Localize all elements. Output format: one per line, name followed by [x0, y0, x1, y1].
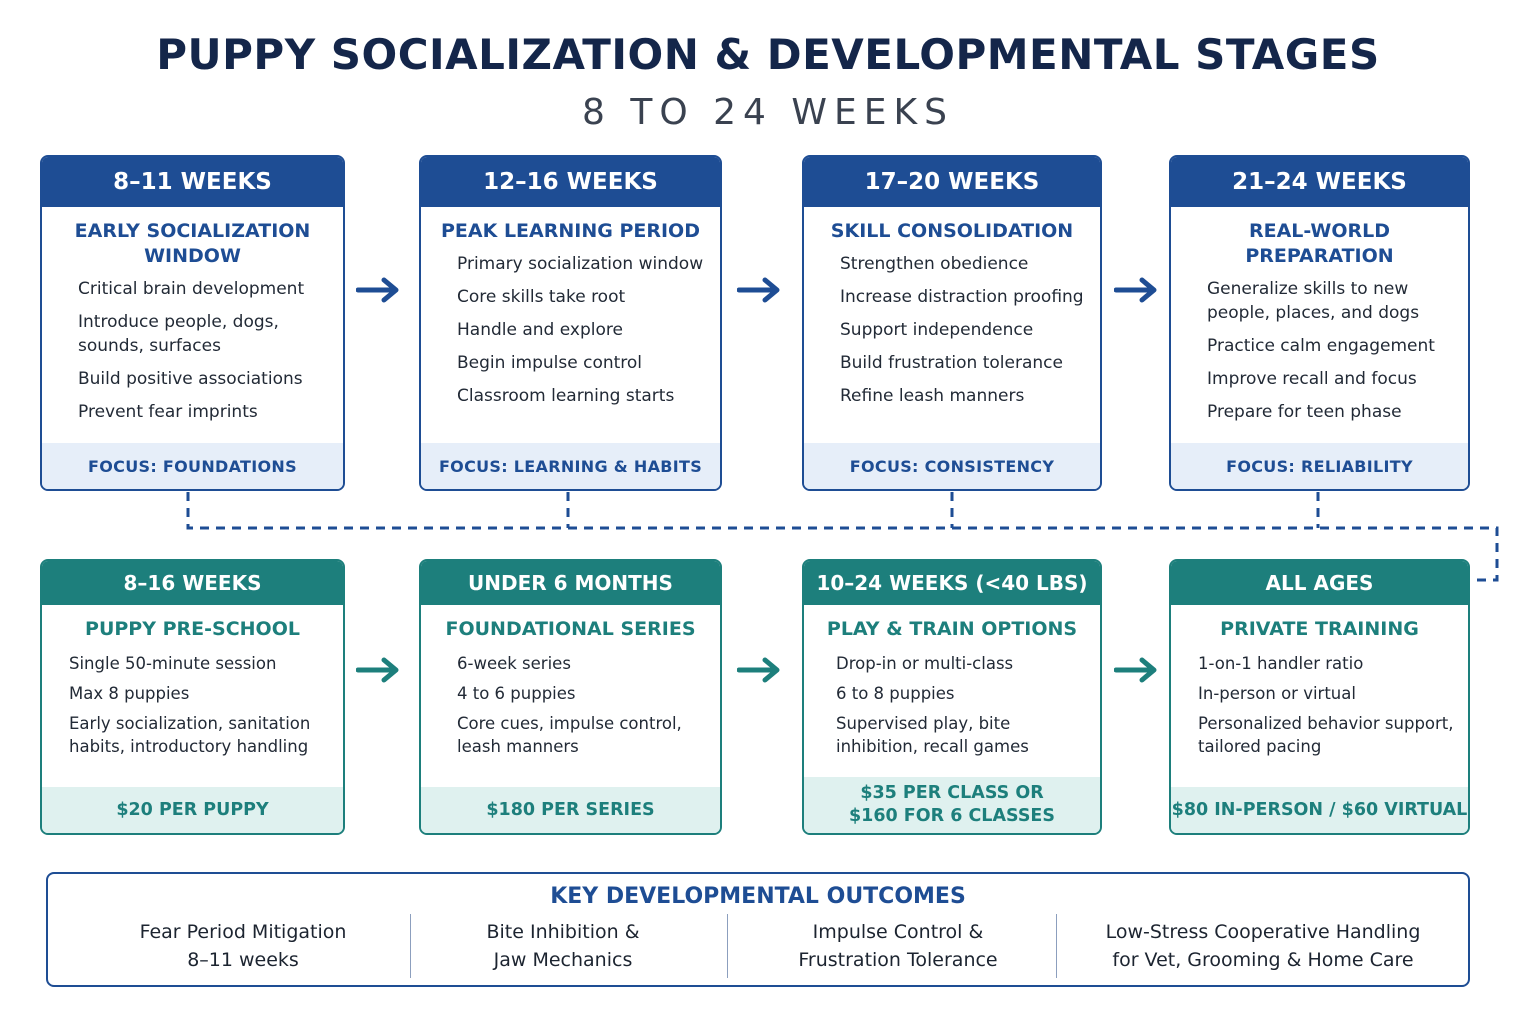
outcome-item	[748, 918, 1048, 974]
list-item: Prevent fear imprints	[78, 402, 258, 422]
stage-name: SKILL CONSOLIDATION	[830, 220, 1074, 242]
arrow-right-icon	[356, 276, 404, 304]
list-item: Strengthen obedience	[840, 254, 1029, 274]
stage-list	[804, 252, 1100, 408]
stage-name: PEAK LEARNING PERIOD	[441, 220, 700, 242]
program-card-play-train	[802, 559, 1102, 835]
program-ages: ALL AGES	[1171, 561, 1468, 605]
outcomes-title: KEY DEVELOPMENTAL OUTCOMES	[550, 884, 966, 909]
list-item: Primary socialization window	[457, 254, 704, 274]
list-item: Core skills take root	[457, 287, 626, 307]
program-price: $80 IN-PERSON / $60 VIRTUAL	[1171, 787, 1468, 833]
stage-weeks: 17–20 WEEKS	[804, 157, 1100, 207]
stage-card-8-11	[40, 155, 345, 491]
outcome-line: 8–11 weeks	[187, 949, 299, 971]
program-name: PUPPY PRE-SCHOOL	[85, 618, 300, 640]
stage-list	[421, 252, 720, 408]
program-list	[421, 652, 720, 758]
stage-focus: FOCUS: FOUNDATIONS	[42, 443, 343, 489]
stage-focus: FOCUS: LEARNING & HABITS	[421, 443, 720, 489]
divider	[1056, 914, 1057, 978]
program-name: PRIVATE TRAINING	[1220, 618, 1419, 640]
list-item: Refine leash manners	[840, 386, 1025, 406]
stage-card-17-20	[802, 155, 1102, 491]
program-ages: 8–16 WEEKS	[42, 561, 343, 605]
stage-name: EARLY SOCIALIZATION WINDOW	[74, 220, 311, 267]
arrow-right-icon	[737, 276, 785, 304]
list-item: Critical brain development	[78, 279, 305, 299]
list-item: Increase distraction proofing	[840, 287, 1084, 307]
stage-focus: FOCUS: CONSISTENCY	[804, 443, 1100, 489]
outcome-line: Fear Period Mitigation	[139, 921, 347, 943]
list-item: Supervised play, bite inhibition, recall games	[836, 714, 1029, 756]
outcome-item	[1078, 918, 1448, 974]
list-item: Personalized behavior support, tailored pacing	[1198, 714, 1454, 756]
program-price: $180 PER SERIES	[421, 787, 720, 833]
outcome-item	[88, 918, 398, 974]
list-item: Build frustration tolerance	[840, 353, 1063, 373]
outcome-line: Jaw Mechanics	[493, 949, 633, 971]
program-list	[804, 652, 1100, 758]
list-item: Handle and explore	[457, 320, 623, 340]
page-title: PUPPY SOCIALIZATION & DEVELOPMENTAL STAGES	[156, 30, 1380, 79]
program-list	[1171, 652, 1468, 758]
list-item: 1-on-1 handler ratio	[1198, 654, 1364, 673]
stage-weeks: 8–11 WEEKS	[42, 157, 343, 207]
stage-name: REAL-WORLD PREPARATION	[1245, 220, 1394, 267]
list-item: Single 50-minute session	[69, 654, 277, 673]
program-price: $35 PER CLASS OR $160 FOR 6 CLASSES	[804, 777, 1100, 833]
arrow-right-icon	[737, 656, 785, 684]
program-card-foundational	[419, 559, 722, 835]
program-price: $20 PER PUPPY	[42, 787, 343, 833]
stage-focus: FOCUS: RELIABILITY	[1171, 443, 1468, 489]
outcome-line: Impulse Control &	[812, 921, 984, 943]
list-item: 6-week series	[457, 654, 571, 673]
outcome-line: Frustration Tolerance	[798, 949, 998, 971]
stage-list	[42, 277, 343, 424]
list-item: Practice calm engagement	[1207, 336, 1435, 356]
stage-list	[1171, 277, 1468, 424]
program-ages: 10–24 WEEKS (<40 LBS)	[804, 561, 1100, 605]
list-item: Generalize skills to new people, places, and dogs	[1207, 279, 1420, 323]
list-item: Drop-in or multi-class	[836, 654, 1014, 673]
divider	[410, 914, 411, 978]
list-item: Classroom learning starts	[457, 386, 675, 406]
list-item: In-person or virtual	[1198, 684, 1356, 703]
list-item: Early socialization, sanitation habits, introductory handling	[69, 714, 311, 756]
arrow-right-icon	[1114, 276, 1162, 304]
program-list	[42, 652, 343, 758]
list-item: Build positive associations	[78, 369, 303, 389]
list-item: Improve recall and focus	[1207, 369, 1417, 389]
outcome-line: Bite Inhibition &	[486, 921, 640, 943]
program-card-private	[1169, 559, 1470, 835]
divider	[727, 914, 728, 978]
page-subtitle: 8 TO 24 WEEKS	[582, 92, 954, 133]
outcome-line: for Vet, Grooming & Home Care	[1112, 949, 1414, 971]
list-item: Max 8 puppies	[69, 684, 190, 703]
list-item: 4 to 6 puppies	[457, 684, 576, 703]
list-item: Core cues, impulse control, leash manners	[457, 714, 682, 756]
list-item: Support independence	[840, 320, 1034, 340]
list-item: Begin impulse control	[457, 353, 643, 373]
arrow-right-icon	[356, 656, 404, 684]
list-item: Prepare for teen phase	[1207, 402, 1402, 422]
program-ages: UNDER 6 MONTHS	[421, 561, 720, 605]
program-card-pre-school	[40, 559, 345, 835]
stage-weeks: 21–24 WEEKS	[1171, 157, 1468, 207]
stage-weeks: 12–16 WEEKS	[421, 157, 720, 207]
program-name: FOUNDATIONAL SERIES	[445, 618, 696, 640]
outcome-line: Low-Stress Cooperative Handling	[1105, 921, 1421, 943]
list-item: Introduce people, dogs, sounds, surfaces	[78, 312, 279, 356]
key-outcomes-box	[46, 872, 1470, 987]
list-item: 6 to 8 puppies	[836, 684, 955, 703]
outcome-item	[428, 918, 698, 974]
stage-card-21-24	[1169, 155, 1470, 491]
program-name: PLAY & TRAIN OPTIONS	[826, 618, 1078, 640]
arrow-right-icon	[1114, 656, 1162, 684]
stage-card-12-16	[419, 155, 722, 491]
